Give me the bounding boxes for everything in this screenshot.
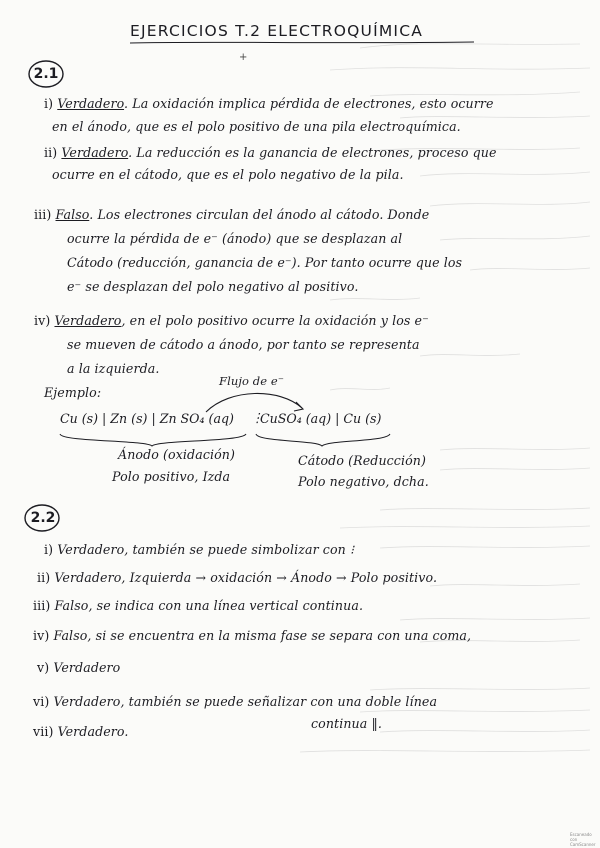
s1-item-iv-line1: iv) Verdadero, en el polo positivo ocurre la oxidación y los e⁻ <box>34 313 429 328</box>
s2-item-vi: vi) Verdadero, también se puede señalizar con una doble línea <box>33 694 438 709</box>
s1-item-ii-line1: ii) Verdadero. La reducción es la ganancia de electrones, proceso que <box>44 145 497 160</box>
anode-label: Ánodo (oxidación) <box>118 447 236 462</box>
anode-pole: Polo positivo, Izda <box>112 469 231 484</box>
s1-item-iii-line4: e⁻ se desplazan del polo negativo al positivo. <box>67 279 359 294</box>
s1-item-iv-line3: a la izquierda. <box>67 361 160 376</box>
verdict-false: Falso <box>55 207 90 222</box>
verdict-true: Verdadero <box>57 96 125 111</box>
s2-item-vi-cont: continua ‖. <box>311 716 382 731</box>
page-title: EJERCICIOS T.2 ELECTROQUÍMICA <box>130 22 424 40</box>
s1-item-iii-line2: ocurre la pérdida de e⁻ (ánodo) que se desplazan al <box>67 231 403 246</box>
s2-item-v: v) Verdadero <box>37 660 121 675</box>
s2-item-ii: ii) Verdadero, Izquierda → oxidación → Ánodo → Polo positivo. <box>37 570 438 585</box>
section-circle-2-2 <box>22 502 64 534</box>
salt-bridge-symbol: ⋮ <box>251 410 264 425</box>
section-number-2-1: 2.1 <box>33 66 59 82</box>
cathode-pole: Polo negativo, dcha. <box>298 474 429 489</box>
electron-flow-label: Flujo de e⁻ <box>219 374 285 388</box>
s2-item-vii: vii) Verdadero. <box>33 724 129 739</box>
verdict-true: Verdadero <box>61 145 129 160</box>
s1-item-iii-line1: iii) Falso. Los electrones circulan del ánodo al cátodo. Donde <box>34 207 430 222</box>
s1-item-i-line1: i) Verdadero. La oxidación implica pérdida de electrones, esto ocurre <box>44 96 494 111</box>
scanner-watermark-logo: Escaneado con CamScanner <box>570 832 596 847</box>
section-number-2-2: 2.2 <box>30 510 56 526</box>
s2-item-i: i) Verdadero, también se puede simbolizar con ⁝ <box>44 542 355 557</box>
s2-item-iii: iii) Falso, se indica con una línea vertical continua. <box>33 598 364 613</box>
cathode-label: Cátodo (Reducción) <box>298 453 426 468</box>
cell-notation-left: Cu (s) | Zn (s) | Zn SO₄ (aq) <box>60 411 234 426</box>
s2-item-iv: iv) Falso, si se encuentra en la misma fase se separa con una coma, <box>33 628 472 643</box>
section-circle-2-1 <box>26 58 68 90</box>
verdict-true: Verdadero <box>54 313 122 328</box>
cell-notation-right: CuSO₄ (aq) | Cu (s) <box>260 411 382 426</box>
s1-item-iii-line3: Cátodo (reducción, ganancia de e⁻). Por tanto ocurre que los <box>67 255 463 270</box>
stray-mark: + <box>239 52 248 63</box>
s1-item-i-line2: en el ánodo, que es el polo positivo de una pila electroquímica. <box>52 119 461 134</box>
title-underline <box>128 40 478 46</box>
s1-item-ii-line2: ocurre en el cátodo, que es el polo negativo de la pila. <box>52 167 404 182</box>
example-label: Ejemplo: <box>44 385 102 400</box>
s1-item-iv-line2: se mueven de cátodo a ánodo, por tanto se representa <box>67 337 420 352</box>
